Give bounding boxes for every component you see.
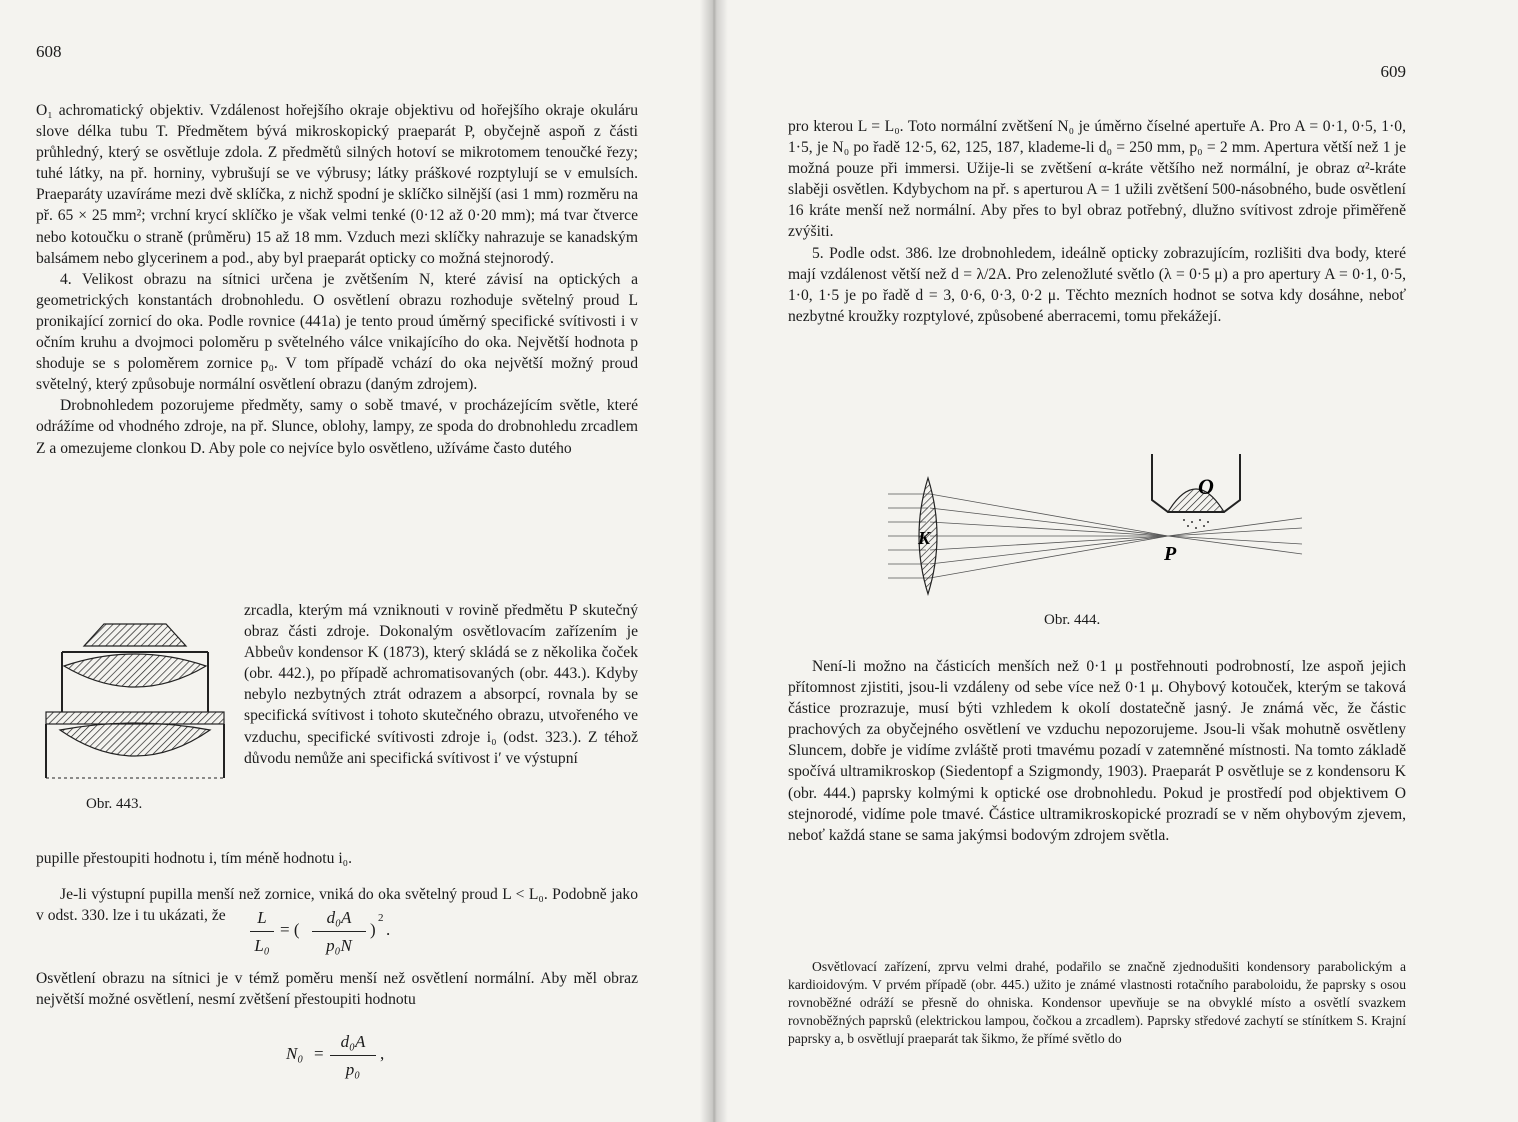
figure-444-label-K: K: [918, 528, 931, 548]
formula1-lhs-num: L: [257, 908, 267, 927]
right-small-print: [788, 958, 1406, 1048]
left-paragraph-3: Drobnohledem pozorujeme předměty, samy o sobě tmavé, v procházejícím světle, které odrážíme od vhodného zdroje, na př. Slunce, oblohy, lampy, ze spoda do drobnohledu zrcadlem Z a omezujeme clonkou D. Aby pole co nejvíce bylo osvětleno, užíváme často dutého: [36, 397, 638, 457]
figure-444-label-P: P: [1164, 543, 1177, 565]
formula1-rhs-den: p₀N: [326, 936, 352, 955]
right-paragraph-2: 5. Podle odst. 386. lze drobnohledem, ideálně opticky zobrazujícím, rozlišiti dva body, které mají vzdálenost větší než d = λ/2A. Pro zelenožluté světlo (λ = 0·5 μ) a pro apertury A = 0·1, 0·5, 1·0, 1·5 je po řadě d = 3, 0·6, 0·3, 0·2 μ. Těchto mezních hodnot se sotva kdy dosáhne, neboť nezbytné kroužky rozptylové, způsobené aberracemi, tomu překážejí.: [788, 244, 1406, 325]
formula2-lhs: N₀: [286, 1044, 304, 1063]
left-paragraph-5-wrap: [36, 968, 638, 1010]
left-column-top: [36, 100, 638, 459]
left-paragraph-4: Je-li výstupní pupilla menší než zornice, vniká do oka světelný proud L < L₀. Podobně jako v odst. 330. lze i tu ukázati, že: [36, 886, 638, 925]
figure-443-caption: Obr. 443.: [86, 796, 143, 812]
right-page: [712, 0, 1518, 1122]
left-wrap-text: zrcadla, kterým má vzniknouti v rovině předmětu P skutečný obraz části zdroje. Dokonalým osvětlovacím zařízením je Abbeův kondensor K (1873), který skládá se z několika čoček (obr. 442.), po případě achromatisovaných (obr. 443.). Kdyby nebylo nezbytných ztrát odrazem a absorpcí, rovnala by se specifická svítivost i tohoto skutečného obrazu, utvořeného ve vzduchu, specifické svítivosti zdroje i₀ (odst. 323.). Z téhož důvodu nemůže ani specifická svítivost i′ ve výstupní: [244, 602, 638, 767]
page-number-right: 609: [1380, 62, 1406, 81]
right-paragraph-1: pro kterou L = L₀. Toto normální zvětšení N₀ je úměrno číselné apertuře A. Pro A = 0·1, 0·5, 1·0, 1·5, je N₀ po řadě 12·5, 62, 125, 187, klademe-li d₀ = 250 mm, p₀ = 2 mm. Apertura větší než 1 je možná pouze při immersi. Užije-li se zvětšení α-kráte většího než normální, je obraz α²-kráte slaběji osvětlen. Kdybychom na př. s aperturou A = 1 užili zvětšení 500-násobného, bude osvětlení 16 kráte menší než normální. Aby přes to byl obraz potřebný, dlužno svítivost zdroje přiměřeně zvýšiti.: [788, 118, 1406, 241]
figure-444-label-O: O: [1198, 474, 1214, 499]
right-paragraph-3: Není-li možno na částicích menších než 0·1 μ postřehnouti podrobností, lze aspoň jejich přítomnost zjistiti, jsou-li vzdáleny od sebe více než 0·1 μ. Ohybový kotouček, kterým se taková částice prozrazuje, musí býti vzhledem k okolí dostatečně jasný. Je známá věc, že částic prachových za obyčejného osvětlení ve vzduchu nepozorujeme. Jsou-li však mohutně osvětleny Sluncem, dobře je vidíme zvláště proti tmavému pozadí v zatemněné místnosti. Na tomto základě spočívá ultramikroskop (Siedentopf a Szigmondy, 1903). Praeparát P osvětluje se z kondensoru K (obr. 444.) paprsky kolmými k optické ose drobnohledu. Pokud je prostředí pod objektivem O stejnorodé, vidíme pole tmavé. Částice ultramikroskopické prozradí se v něm ohybovým zjevem, neboť každá stane se sama jakýmsi bodovým zdrojem světla.: [788, 658, 1406, 844]
left-page: [0, 0, 712, 1122]
left-paragraph-2: 4. Velikost obrazu na sítnici určena je zvětšením N, které závisí na optických a geometrických konstantách drobnohledu. O osvětlení obrazu rozhoduje světelný proud L pronikající zornicí do oka. Podle rovnice (441a) je tento proud úměrný specifické svítivosti i v očním kruhu a dvojmoci poloměru p světelného válce vnikajícího do oka. Největší hodnota p shoduje se s poloměrem zornice p₀. V tom případě vchází do oka největší možný proud světelný, který způsobuje normální osvětlení obrazu (daným zdrojem).: [36, 270, 638, 394]
right-column-bottom: [788, 656, 1406, 846]
formula1-exponent: 2: [378, 912, 384, 924]
formula1-rhs-num: d₀A: [326, 908, 352, 927]
formula2-num: d₀A: [340, 1032, 366, 1051]
left-paragraph-1: O₁ achromatický objektiv. Vzdálenost hořejšího okraje objektivu od hořejšího okraje okuláru slove délka tubu T. Předmětem bývá mikroskopický praeparát P, obyčejně aspoň z části průhledný, který se osvětluje zdola. Z předmětů silných hotoví se mikrotomem tenoučké řezy; tuhé látky, na př. horniny, vybrušují se ve výbrusy; látky práškové rozptylují se v emulsích. Praeparáty uzavíráme mezi dvě sklíčka, z nichž spodní je sklíčko silnější (asi 1 mm) rozměru na př. 65 × 25 mm²; vrchní krycí sklíčko je však velmi tenké (0·12 až 0·20 mm); má tvar čtverce nebo kotoučku o straně (průměru) 15 až 18 mm. Vzduch mezi sklíčky nahrazuje se kanadským balsámem nebo glycerinem a pod., aby byl praeparát opticky co možná stejnorodý.: [36, 102, 638, 267]
right-column-top: [788, 116, 1406, 327]
page-number-left: 608: [36, 42, 62, 61]
figure-443-condenser: [40, 612, 230, 792]
figure-444-caption: Obr. 444.: [1044, 612, 1101, 628]
left-paragraph-5: Osvětlení obrazu na sítnici je v témž poměru menší než osvětlení normální. Aby měl obraz největší možné osvětlení, nesmí zvětšení přestoupiti hodnotu: [36, 970, 638, 1009]
figure-444-ultramicroscope: [888, 448, 1308, 608]
formula1-lhs-den: L₀: [254, 936, 270, 955]
formula-normal-magnification: N₀ = d₀A p₀ ,: [286, 1032, 385, 1079]
left-paragraph-after-wrap: pupille přestoupiti hodnotu i, tím méně hodnotu i₀.: [36, 849, 352, 867]
formula2-den: p₀: [345, 1060, 361, 1079]
right-paragraph-4: Osvětlovací zařízení, zprvu velmi drahé, podařilo se značně zjednodušiti kondensory parabolickým a kardioidovým. V prvém případě (obr. 445.) užito je známé vlastnosti rotačního paraboloidu, že paprsky s osou rovnoběžné odráží se přesně do ohniska. Kondensor upevňuje se na obvyklé místo a osvětlí svazkem rovnoběžných paprsků (elektrickou lampou, čočkou a zrcadlem). Paprsky středové zachytí se stínítkem S. Krajní paprsky a, b osvětlují praeparát tak šikmo, že přímé světlo do: [788, 959, 1406, 1046]
formula-luminous-flux: L L₀ = ( d₀A p₀N ) 2 .: [250, 908, 450, 964]
